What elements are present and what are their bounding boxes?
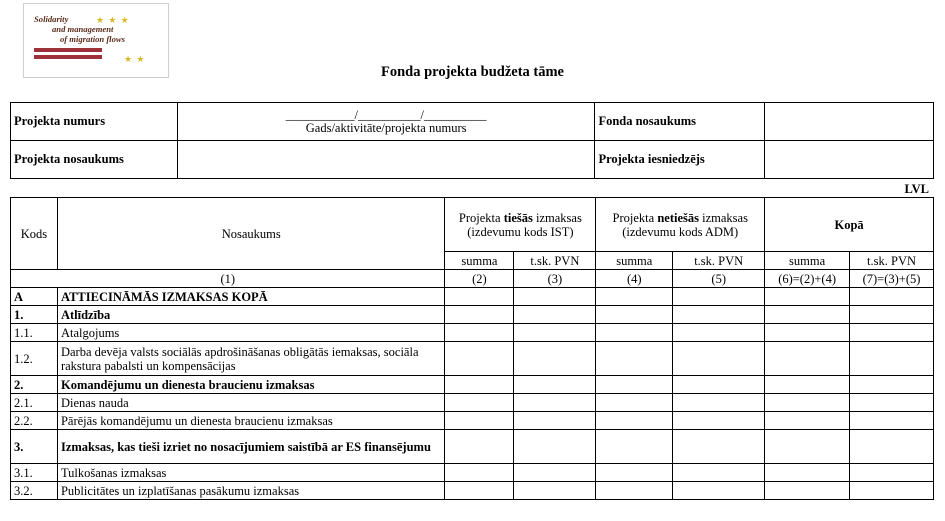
logo-line-2: and management (52, 24, 114, 34)
table-row (11, 412, 934, 430)
project-number-field[interactable] (177, 103, 595, 141)
cell-input[interactable] (514, 324, 596, 342)
cell-input[interactable] (445, 342, 514, 376)
cell-input[interactable] (850, 482, 934, 500)
project-info-table (10, 102, 934, 179)
cell-input[interactable] (445, 482, 514, 500)
cell-input[interactable] (765, 464, 850, 482)
cell-input[interactable] (850, 306, 934, 324)
header-direct-costs (445, 198, 596, 252)
cell-input[interactable] (673, 342, 765, 376)
applicant-label: Projekta iesniedzējs (595, 141, 765, 179)
project-name-label: Projekta nosaukums (11, 141, 178, 179)
project-name-field[interactable] (177, 141, 595, 179)
header-direct-pre: Projekta (458, 210, 504, 225)
cell-input[interactable] (765, 306, 850, 324)
logo-line-1: Solidarity (34, 14, 69, 24)
cell-input[interactable] (765, 412, 850, 430)
row-code: A (11, 288, 58, 306)
row-name: Publicitātes un izplatīšanas pasākumu izmaksas (57, 482, 444, 500)
cell-input[interactable] (850, 464, 934, 482)
row-code: 3.1. (11, 464, 58, 482)
table-row (11, 376, 934, 394)
cell-input[interactable] (514, 376, 596, 394)
cell-input[interactable] (765, 394, 850, 412)
cell-input[interactable] (514, 482, 596, 500)
cell-input[interactable] (596, 376, 673, 394)
column-index-1: (1) (11, 270, 445, 288)
row-code: 1. (11, 306, 58, 324)
cell-input[interactable] (673, 482, 765, 500)
cell-input[interactable] (596, 412, 673, 430)
logo-stars-bottom: ★ ★ (124, 54, 146, 64)
cell-input[interactable] (673, 376, 765, 394)
cell-input[interactable] (445, 430, 514, 464)
header-indirect-sum: summa (596, 252, 673, 270)
cell-input[interactable] (596, 430, 673, 464)
header-name: Nosaukums (57, 198, 444, 270)
cell-input[interactable] (850, 412, 934, 430)
project-number-blank: ___________/__________/__________ (285, 107, 487, 122)
cell-input[interactable] (596, 464, 673, 482)
row-name: Atalgojums (57, 324, 444, 342)
column-index-7: (7)=(3)+(5) (850, 270, 934, 288)
currency-label: LVL (904, 182, 929, 196)
cell-input[interactable] (673, 430, 765, 464)
row-name: Pārējās komandējumu un dienesta braucienu izmaksas (57, 412, 444, 430)
cell-input[interactable] (514, 430, 596, 464)
column-index-6: (6)=(2)+(4) (765, 270, 850, 288)
cell-input[interactable] (673, 306, 765, 324)
column-index-3: (3) (514, 270, 596, 288)
cell-input[interactable] (673, 288, 765, 306)
cell-input[interactable] (514, 288, 596, 306)
cell-input[interactable] (850, 342, 934, 376)
header-indirect-bold: netiešās (657, 210, 699, 225)
cell-input[interactable] (850, 430, 934, 464)
logo-stars-top: ★ ★ ★ (96, 15, 130, 25)
cell-input[interactable] (514, 412, 596, 430)
project-number-hint: Gads/aktivitāte/projekta numurs (305, 120, 467, 135)
cell-input[interactable] (765, 324, 850, 342)
table-row (11, 464, 934, 482)
cell-input[interactable] (850, 288, 934, 306)
cell-input[interactable] (673, 464, 765, 482)
row-code: 1.2. (11, 342, 58, 376)
cell-input[interactable] (596, 394, 673, 412)
cell-input[interactable] (765, 342, 850, 376)
column-index-4: (4) (596, 270, 673, 288)
cell-input[interactable] (596, 324, 673, 342)
row-name: Dienas nauda (57, 394, 444, 412)
row-code: 1.1. (11, 324, 58, 342)
cell-input[interactable] (514, 306, 596, 324)
header-direct-bold: tiešās (503, 210, 533, 225)
column-index-5: (5) (673, 270, 765, 288)
header-total-vat: t.sk. PVN (850, 252, 934, 270)
cell-input[interactable] (445, 394, 514, 412)
header-indirect-pre: Projekta (612, 210, 658, 225)
cell-input[interactable] (514, 342, 596, 376)
cell-input[interactable] (596, 482, 673, 500)
table-row (11, 430, 934, 464)
header-total-sum: summa (765, 252, 850, 270)
page-title: Fonda projekta budžeta tāme (381, 64, 564, 80)
column-index-2: (2) (445, 270, 514, 288)
cell-input[interactable] (850, 324, 934, 342)
budget-table (10, 197, 934, 500)
project-number-label: Projekta numurs (11, 103, 178, 141)
fund-name-label: Fonda nosaukums (595, 103, 765, 141)
fund-name-field[interactable] (765, 103, 934, 141)
row-name: ATTIECINĀMĀS IZMAKSAS KOPĀ (57, 288, 444, 306)
latvian-flag-icon (34, 48, 102, 62)
cell-input[interactable] (596, 342, 673, 376)
cell-input[interactable] (596, 288, 673, 306)
cell-input[interactable] (765, 376, 850, 394)
header-direct-sum: summa (445, 252, 514, 270)
cell-input[interactable] (445, 324, 514, 342)
header-direct-post: izmaksas (izdevumu kods IST) (467, 210, 582, 239)
cell-input[interactable] (673, 394, 765, 412)
cell-input[interactable] (765, 482, 850, 500)
cell-input[interactable] (596, 306, 673, 324)
cell-input[interactable] (445, 464, 514, 482)
cell-input[interactable] (445, 288, 514, 306)
table-row (11, 324, 934, 342)
applicant-field[interactable] (765, 141, 934, 179)
row-name: Tulkošanas izmaksas (57, 464, 444, 482)
cell-input[interactable] (445, 376, 514, 394)
table-row (11, 288, 934, 306)
row-code: 3. (11, 430, 58, 464)
row-code: 2.1. (11, 394, 58, 412)
cell-input[interactable] (514, 394, 596, 412)
row-name: Komandējumu un dienesta braucienu izmaksas (57, 376, 444, 394)
table-row (11, 342, 934, 376)
header-total: Kopā (765, 198, 934, 252)
table-row (11, 394, 934, 412)
row-name: Izmaksas, kas tieši izriet no nosacījumiem saistībā ar ES finansējumu (57, 430, 444, 464)
logo-line-3: of migration flows (60, 34, 125, 44)
cell-input[interactable] (850, 376, 934, 394)
table-row (11, 482, 934, 500)
cell-input[interactable] (765, 288, 850, 306)
row-code: 2. (11, 376, 58, 394)
row-name: Atlīdzība (57, 306, 444, 324)
row-code: 3.2. (11, 482, 58, 500)
row-code: 2.2. (11, 412, 58, 430)
cell-input[interactable] (673, 324, 765, 342)
header-indirect-costs (596, 198, 765, 252)
table-row (11, 306, 934, 324)
header-code: Kods (11, 198, 58, 270)
cell-input[interactable] (445, 412, 514, 430)
row-name: Darba devēja valsts sociālās apdrošināšanas obligātās iemaksas, sociāla rakstura pabalsti un kompensācijas (57, 342, 444, 376)
cell-input[interactable] (445, 306, 514, 324)
cell-input[interactable] (514, 464, 596, 482)
cell-input[interactable] (765, 430, 850, 464)
header-direct-vat: t.sk. PVN (514, 252, 596, 270)
cell-input[interactable] (850, 394, 934, 412)
header-indirect-post: izmaksas (izdevumu kods ADM) (622, 210, 748, 239)
cell-input[interactable] (673, 412, 765, 430)
header-indirect-vat: t.sk. PVN (673, 252, 765, 270)
